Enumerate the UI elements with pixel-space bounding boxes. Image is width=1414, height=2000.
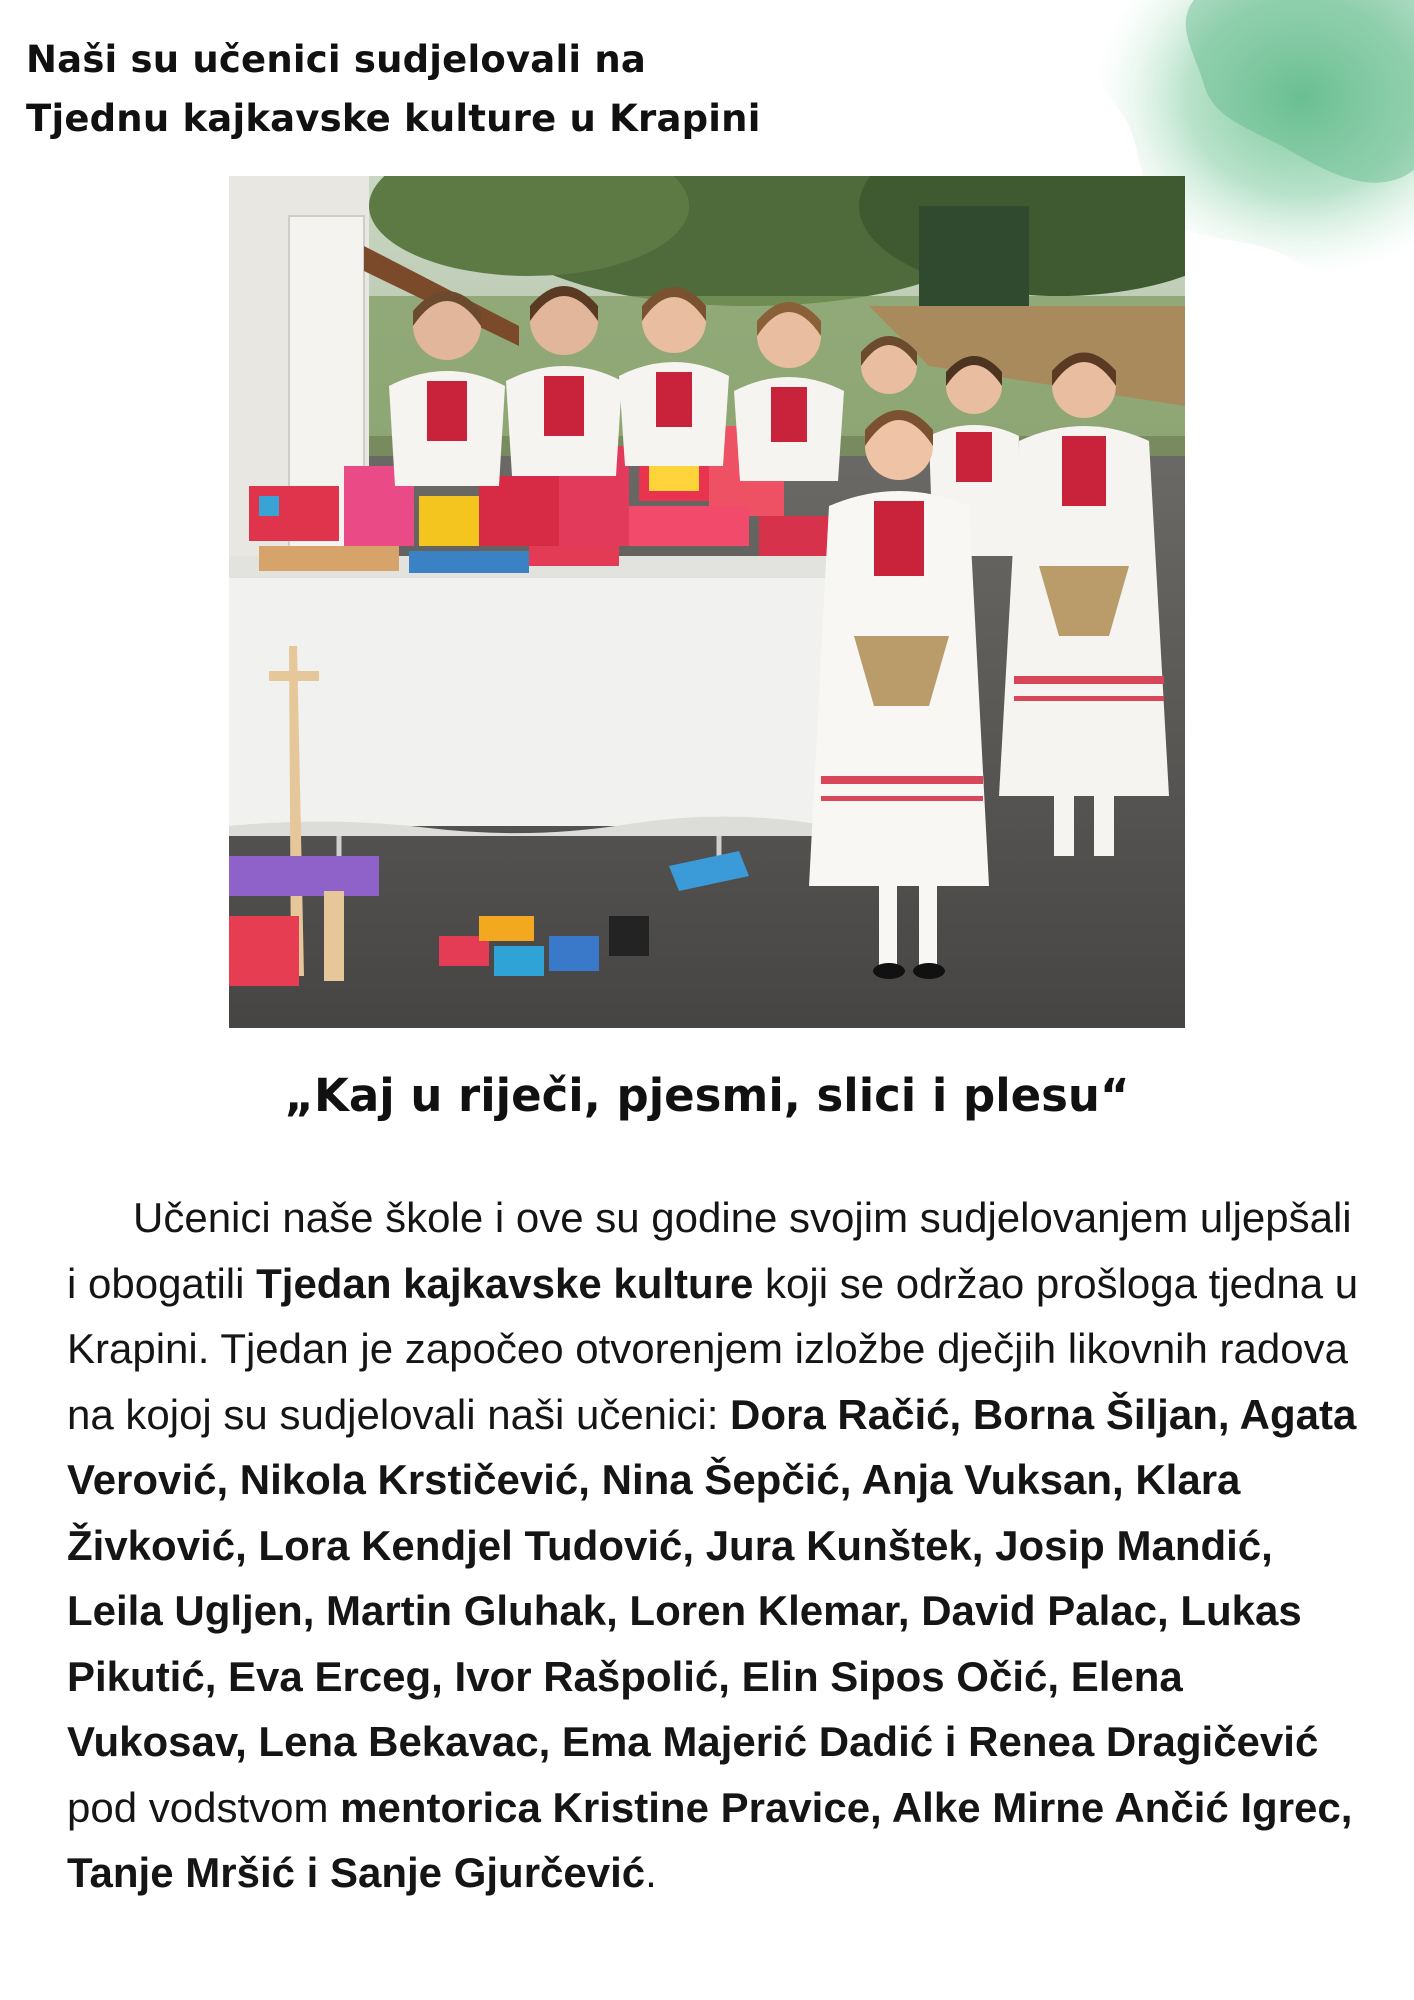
motto-heading: „Kaj u riječi, pjesmi, slici i plesu“ <box>284 1069 1130 1122</box>
article-body <box>67 1185 1367 1906</box>
article-intro: Učenici naše škole i ove su godine svojim sudjelovanjem uljepšali i obogatili <box>67 1194 1352 1307</box>
article-connector: pod vodstvom <box>67 1783 341 1831</box>
article-end: . <box>645 1849 657 1896</box>
event-name: Tjedan kajkavske kulture <box>256 1259 754 1307</box>
photo-illustration <box>229 176 1185 1028</box>
headline-line-2: Tjednu kajkavske kulture u Krapini <box>26 97 761 140</box>
student-list: Dora Račić, Borna Šiljan, Agata Verović, Nikola Krstičević, Nina Šepčić, Anja Vuksan, Klara Živković, Lora Kendjel Tudović, Jura Kunštek, Josip Mandić, Leila Ugljen, Martin Gluhak, Loren Klemar, David Palac, Lukas Pikutić, Eva Erceg, Ivor Rašpolić, Elin Sipos Očić, Elena Vukosav, Lena Bekavac, Ema Majerić Dadić i Renea Dragičević <box>67 1390 1357 1765</box>
event-photo <box>229 176 1185 1028</box>
mentor-list: mentorica Kristine Pravice, Alke Mirne Ančić Igrec, Tanje Mršić i Sanje Gjurčević <box>67 1783 1353 1896</box>
headline-line-1: Naši su učenici sudjelovali na <box>26 38 647 81</box>
article-middle: koji se održao prošloga tjedna u Krapini. Tjedan je započeo otvorenjem izložbe dječjih likovnih radova na kojoj su sudjelovali naši učenici: <box>67 1259 1359 1438</box>
headline <box>26 30 926 148</box>
